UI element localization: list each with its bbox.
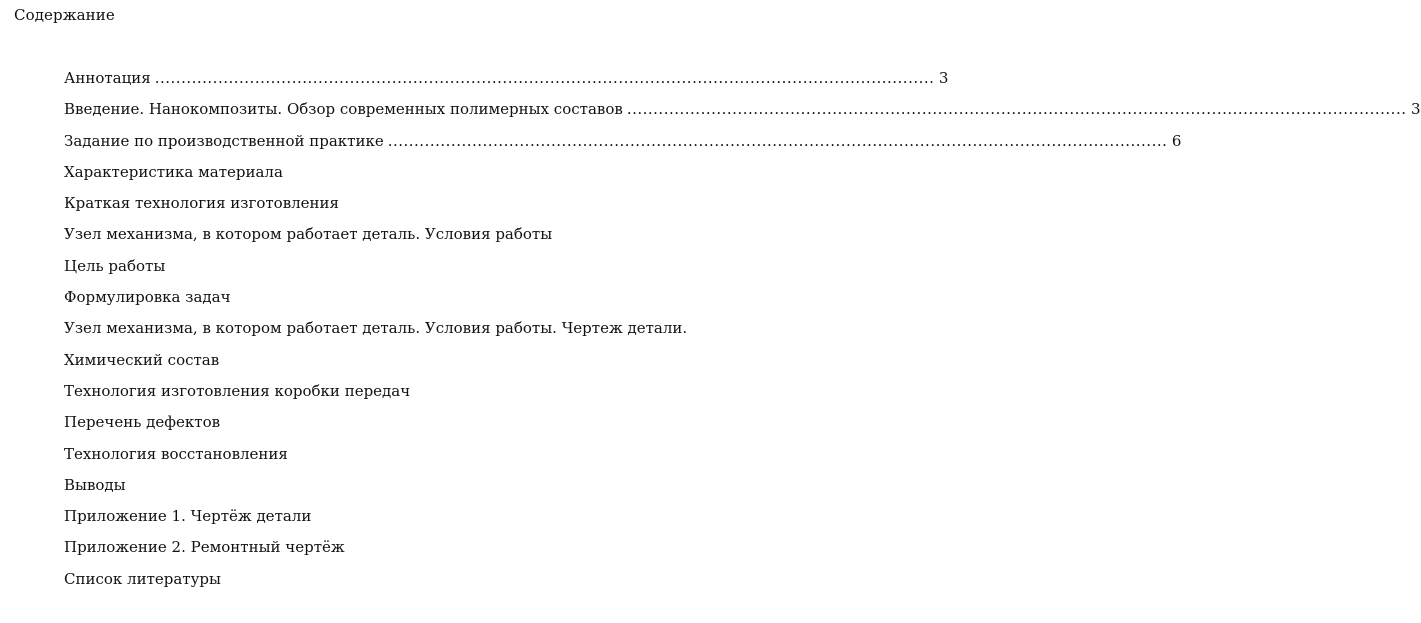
toc-entry-label: Характеристика материала (64, 162, 283, 181)
toc-entry-page: 6 (1171, 131, 1182, 150)
toc-entry-label: Аннотация (64, 69, 151, 87)
toc-entry-label: Приложение 2. Ремонтный чертёж (64, 538, 345, 557)
toc-entry[interactable] (44, 68, 949, 88)
toc-entry-label: Формулировка задач (64, 288, 231, 307)
toc-entry-label: Технология восстановления (64, 444, 288, 463)
toc-entry[interactable] (44, 193, 720, 213)
toc-leader-dots: .................................................................................................................................................... (154, 69, 935, 87)
toc-entry[interactable] (44, 537, 720, 557)
toc-entry-label: Задание по производственной практике (64, 131, 384, 150)
toc-entry-label: Химический состав (64, 350, 220, 369)
toc-entry-label: Цель работы (64, 256, 166, 275)
toc-entry-label: Список литературы (64, 569, 221, 588)
toc-entry-page: 3 (1410, 100, 1421, 119)
toc-entry[interactable] (44, 256, 720, 276)
toc-entry[interactable] (44, 162, 720, 182)
toc-entry[interactable] (44, 224, 720, 244)
toc-entry-label: Технология изготовления коробки передач (64, 381, 411, 400)
toc-entry[interactable] (44, 412, 720, 432)
toc-entry[interactable] (44, 444, 720, 464)
toc-entry[interactable] (44, 350, 720, 370)
toc-entry[interactable] (44, 99, 1421, 119)
toc-entry[interactable] (44, 569, 720, 589)
toc-leader-dots: .................................................................................................................................................... (387, 131, 1168, 150)
toc-entry[interactable] (44, 287, 720, 307)
toc-entry[interactable] (44, 475, 720, 495)
toc-entry-label: Приложение 1. Чертёж детали (64, 507, 312, 526)
toc-entry-label: Выводы (64, 475, 126, 494)
toc-entry[interactable] (44, 131, 1182, 151)
toc-title: Содержание (14, 6, 115, 24)
toc-entry[interactable] (44, 506, 720, 526)
toc-entry-label: Узел механизма, в котором работает деталь. Условия работы (64, 225, 553, 244)
toc-entry-label: Краткая технология изготовления (64, 194, 340, 213)
toc-leader-dots: .................................................................................................................................................... (626, 100, 1407, 119)
toc-entry[interactable]: Узел механизма, в котором работает деталь. Условия работы. Чертеж детали. (64, 319, 688, 338)
toc-list (44, 68, 1421, 600)
toc-entry-label: Введение. Нанокомпозиты. Обзор современных полимерных составов (64, 100, 623, 119)
toc-entry-label: Перечень дефектов (64, 413, 221, 432)
toc-entry[interactable] (44, 381, 720, 401)
toc-entry-page: 3 (938, 69, 949, 87)
